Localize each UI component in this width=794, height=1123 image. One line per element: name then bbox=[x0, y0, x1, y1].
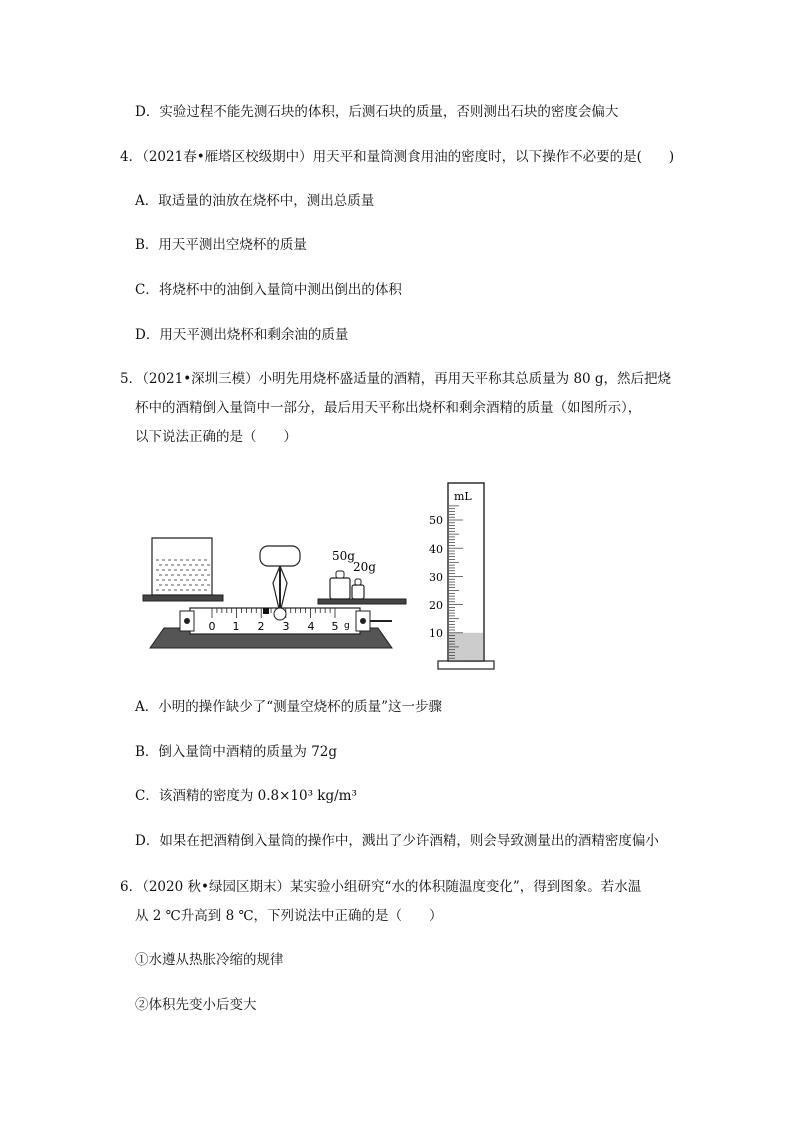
question-6-item-1: ①水遵从热胀冷缩的规律 bbox=[135, 952, 284, 968]
cylinder-label-30: 30 bbox=[429, 571, 443, 584]
question-5-option-c: C．该酒精的密度为 0.8×10³ kg/m³ bbox=[135, 788, 357, 804]
question-5-option-a: A．小明的操作缺少了“测量空烧杯的质量”这一步骤 bbox=[135, 699, 443, 715]
question-4-stem: 4．（2021春•雁塔区校级期中）用天平和量筒测食用油的密度时，以下操作不必要的是( ) bbox=[120, 149, 675, 165]
cylinder-unit: mL bbox=[454, 490, 472, 503]
question-6-item-2: ②体积先变小后变大 bbox=[135, 997, 257, 1013]
cylinder-liquid bbox=[449, 633, 483, 660]
cylinder-label-10: 10 bbox=[429, 627, 443, 640]
cylinder-label-50: 50 bbox=[429, 514, 443, 527]
question-6-stem-line-1: 6．（2020 秋•绿园区期末）某实验小组研究“水的体积随温度变化”，得到图象。若水温 bbox=[120, 879, 642, 895]
scale-label-5: 5 bbox=[331, 620, 339, 633]
pivot bbox=[274, 608, 286, 620]
right-pan bbox=[318, 599, 406, 604]
weight-20g-knob bbox=[355, 579, 361, 585]
cylinder-label-20: 20 bbox=[429, 599, 443, 612]
question-4-option-a: A．取适量的油放在烧杯中，测出总质量 bbox=[135, 193, 375, 209]
left-nut-dot bbox=[184, 618, 190, 624]
weight-50g bbox=[330, 578, 350, 599]
scale-label-4: 4 bbox=[307, 620, 315, 633]
question-4-option-c: C．将烧杯中的油倒入量筒中测出倒出的体积 bbox=[135, 282, 402, 298]
scale-label-3: 3 bbox=[282, 620, 290, 633]
question-4-option-b: B．用天平测出空烧杯的质量 bbox=[135, 237, 307, 253]
scale-unit: g bbox=[344, 621, 350, 631]
cylinder-base bbox=[438, 661, 494, 669]
question-5-option-d: D．如果在把酒精倒入量筒的操作中，溅出了少许酒精，则会导致测量出的酒精密度偏小 bbox=[135, 833, 659, 849]
scale-label-0: 0 bbox=[208, 620, 216, 633]
prev-option-d: D．实验过程不能先测石块的体积，后测石块的质量，否则测出石块的密度会偏大 bbox=[135, 104, 619, 120]
pointer-dial bbox=[260, 546, 300, 566]
left-pan bbox=[143, 595, 223, 601]
question-5-option-b: B．倒入量筒中酒精的质量为 72g bbox=[135, 744, 338, 760]
weight-label-50g: 50g bbox=[332, 549, 355, 563]
question-6-stem-line-2: 从 2 ℃升高到 8 ℃，下列说法中正确的是（ ） bbox=[135, 908, 443, 924]
question-5-stem-line-1: 5．（2021•深圳三模）小明先用烧杯盛适量的酒精，再用天平称其总质量为 80 g，然后把烧 bbox=[120, 371, 672, 387]
right-nut-dot bbox=[360, 618, 366, 624]
cylinder-label-40: 40 bbox=[429, 543, 443, 556]
question-4-option-d: D．用天平测出烧杯和剩余油的质量 bbox=[135, 327, 349, 343]
weight-label-20g: 20g bbox=[353, 560, 376, 574]
question-5-stem-line-3: 以下说法正确的是（ ） bbox=[135, 429, 297, 445]
balance-and-cylinder-figure bbox=[130, 478, 500, 673]
rider bbox=[263, 608, 269, 614]
question-5-stem-line-2: 杯中的酒精倒入量筒中一部分，最后用天平称出烧杯和剩余酒精的质量（如图所示）， bbox=[135, 400, 642, 416]
weight-50g-knob bbox=[336, 571, 344, 578]
scale-label-2: 2 bbox=[257, 620, 265, 633]
scale-label-1: 1 bbox=[232, 620, 240, 633]
weight-20g bbox=[352, 585, 364, 599]
